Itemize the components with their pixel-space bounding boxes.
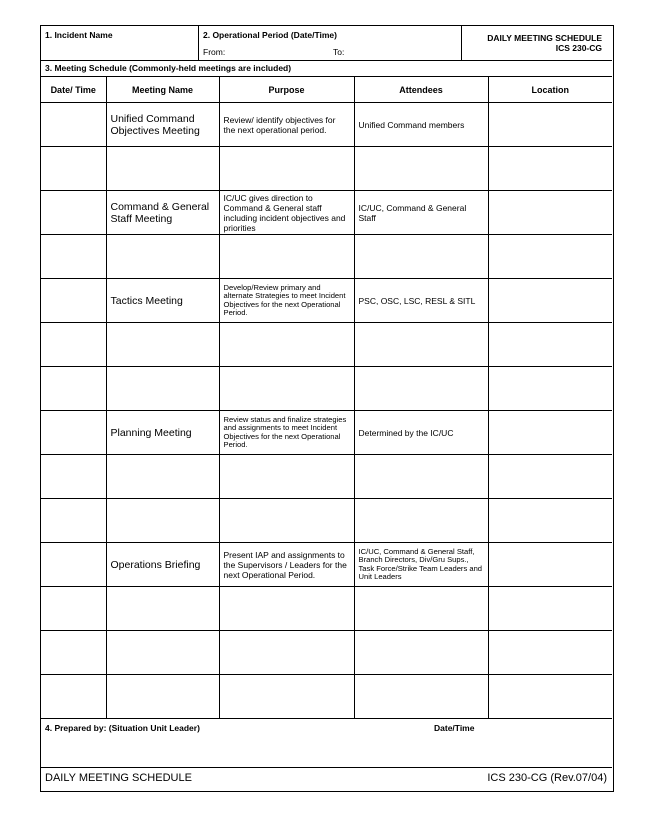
location-cell[interactable] [488,103,612,147]
date-time-cell[interactable] [41,147,106,191]
meeting-name-cell[interactable] [106,323,219,367]
incident-name-label: 1. Incident Name [45,30,113,40]
location-cell[interactable] [488,411,612,455]
date-time-cell[interactable] [41,235,106,279]
location-cell[interactable] [488,543,612,587]
location-cell[interactable] [488,367,612,411]
attendees-cell[interactable]: PSC, OSC, LSC, RESL & SITL [354,279,488,323]
meeting-name-cell[interactable] [106,235,219,279]
date-time-cell[interactable] [41,191,106,235]
meeting-name-cell[interactable]: Planning Meeting [106,411,219,455]
date-time-label: Date/Time [434,723,475,733]
table-row [41,455,612,499]
prepared-by-section[interactable] [41,718,612,768]
date-time-cell[interactable] [41,279,106,323]
table-row [41,367,612,411]
location-cell[interactable] [488,455,612,499]
meeting-schedule-table [41,76,612,719]
meeting-name-cell[interactable]: Operations Briefing [106,543,219,587]
meeting-name-cell[interactable] [106,499,219,543]
purpose-cell[interactable] [219,675,354,719]
purpose-cell[interactable]: Review/ identify objectives for the next operational period. [219,103,354,147]
location-cell[interactable] [488,279,612,323]
table-row [41,191,612,235]
column-header-attendees: Attendees [354,77,488,103]
meeting-name-cell[interactable] [106,367,219,411]
attendees-cell[interactable]: IC/UC, Command & General Staff [354,191,488,235]
column-header-purpose: Purpose [219,77,354,103]
operational-period-label: 2. Operational Period (Date/Time) [203,30,337,40]
table-row [41,411,612,455]
table-row [41,279,612,323]
attendees-cell[interactable] [354,147,488,191]
meeting-name-cell[interactable]: Tactics Meeting [106,279,219,323]
table-row [41,543,612,587]
column-header-meeting-name: Meeting Name [106,77,219,103]
date-time-cell[interactable] [41,631,106,675]
location-cell[interactable] [488,675,612,719]
date-time-cell[interactable] [41,543,106,587]
attendees-cell[interactable]: Determined by the IC/UC [354,411,488,455]
attendees-cell[interactable] [354,499,488,543]
date-time-cell[interactable] [41,499,106,543]
meeting-name-cell[interactable]: Command & General Staff Meeting [106,191,219,235]
location-cell[interactable] [488,235,612,279]
attendees-cell[interactable] [354,455,488,499]
footer-form-revision: ICS 230-CG (Rev.07/04) [487,772,607,784]
footer-form-title: DAILY MEETING SCHEDULE [45,772,192,784]
column-header-date-time: Date/ Time [41,77,106,103]
meeting-name-cell[interactable]: Unified Command Objectives Meeting [106,103,219,147]
date-time-cell[interactable] [41,675,106,719]
attendees-cell[interactable]: IC/UC, Command & General Staff, Branch Directors, Div/Gru Sups., Task Force/Strike Team Leaders and Unit Leaders [354,543,488,587]
purpose-cell[interactable] [219,323,354,367]
table-row [41,323,612,367]
location-cell[interactable] [488,323,612,367]
location-cell[interactable] [488,587,612,631]
date-time-cell[interactable] [41,323,106,367]
form-footer [45,772,607,788]
column-header-location: Location [488,77,612,103]
date-time-cell[interactable] [41,455,106,499]
form-title-block [462,26,612,60]
date-time-cell[interactable] [41,367,106,411]
purpose-cell[interactable] [219,147,354,191]
prepared-by-label: 4. Prepared by: (Situation Unit Leader) [45,723,200,733]
ics-230-cg-form [40,25,614,792]
date-time-cell[interactable] [41,103,106,147]
meeting-name-cell[interactable] [106,587,219,631]
from-label: From: [203,47,226,57]
divider [41,60,612,61]
location-cell[interactable] [488,147,612,191]
table-row [41,103,612,147]
date-time-cell[interactable] [41,411,106,455]
table-row [41,587,612,631]
attendees-cell[interactable] [354,235,488,279]
purpose-cell[interactable] [219,235,354,279]
purpose-cell[interactable]: Review status and finalize strategies and assignments to meet Incident Objectives for the next Operational Period. [219,411,354,455]
attendees-cell[interactable] [354,587,488,631]
attendees-cell[interactable] [354,323,488,367]
location-cell[interactable] [488,499,612,543]
to-label: To: [333,47,345,57]
meeting-name-cell[interactable] [106,675,219,719]
table-row [41,235,612,279]
table-row [41,147,612,191]
section-3-label: 3. Meeting Schedule (Commonly-held meetings are included) [45,63,292,73]
meeting-name-cell[interactable] [106,147,219,191]
purpose-cell[interactable] [219,455,354,499]
meeting-name-cell[interactable] [106,631,219,675]
location-cell[interactable] [488,631,612,675]
attendees-cell[interactable] [354,367,488,411]
table-row [41,499,612,543]
attendees-cell[interactable] [354,675,488,719]
table-row [41,631,612,675]
form-id: ICS 230-CG [555,43,602,53]
purpose-cell[interactable]: Develop/Review primary and alternate Strategies to meet Incident Objectives for the next Operational Period. [219,279,354,323]
operational-period-field[interactable] [199,26,462,60]
date-time-cell[interactable] [41,587,106,631]
purpose-cell[interactable] [219,631,354,675]
form-header [41,26,612,60]
purpose-cell[interactable] [219,367,354,411]
purpose-cell[interactable] [219,499,354,543]
attendees-cell[interactable]: Unified Command members [354,103,488,147]
purpose-cell[interactable]: IC/UC gives direction to Command & General staff including incident objectives and priorities [219,191,354,235]
form-title: DAILY MEETING SCHEDULE [487,33,602,43]
table-header-row [41,77,612,103]
attendees-cell[interactable] [354,631,488,675]
table-row [41,675,612,719]
purpose-cell[interactable] [219,587,354,631]
meeting-name-cell[interactable] [106,455,219,499]
location-cell[interactable] [488,191,612,235]
purpose-cell[interactable]: Present IAP and assignments to the Supervisors / Leaders for the next Operational Period. [219,543,354,587]
incident-name-field[interactable] [41,26,199,60]
